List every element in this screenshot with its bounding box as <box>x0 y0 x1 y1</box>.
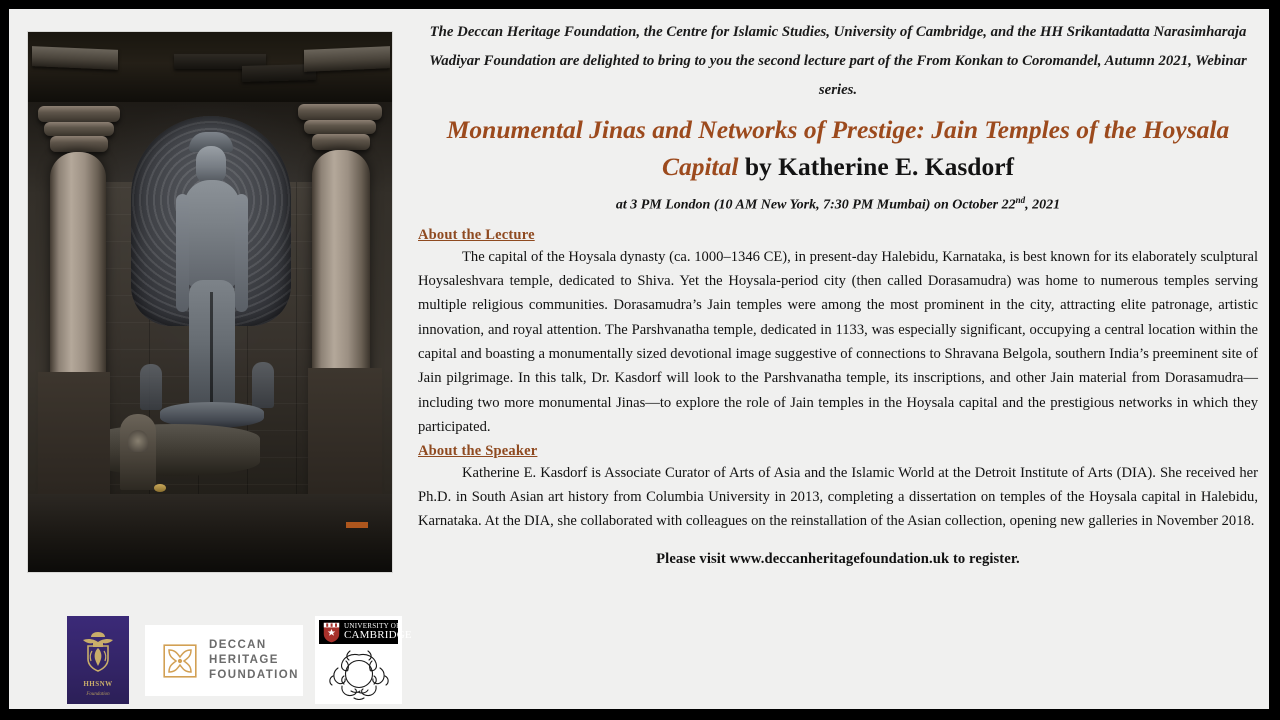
jina-arm-left <box>176 194 189 312</box>
jina-leg-division <box>210 292 213 402</box>
deccan-heritage-mark-icon <box>163 644 197 678</box>
temple-photograph <box>28 32 392 572</box>
islamic-studies-calligraphy-icon <box>324 648 394 700</box>
dhf-logo-line2: FOUNDATION <box>209 669 299 682</box>
left-column <box>28 32 412 697</box>
cambridge-banner <box>319 620 412 644</box>
cambridge-line2: CAMBRIDGE <box>344 629 412 641</box>
logo-university-of-cambridge <box>315 616 412 704</box>
date-ordinal-suffix: nd <box>1015 195 1026 205</box>
ceiling-beam <box>304 46 390 72</box>
cambridge-wordmark <box>344 623 412 641</box>
cambridge-line1: UNIVERSITY OF <box>344 622 401 630</box>
jina-sculpture <box>156 120 266 450</box>
about-speaker-heading: About the Speaker <box>418 442 538 459</box>
sponsor-logo-strip <box>47 615 419 707</box>
ceiling-beam <box>32 46 118 70</box>
dhf-logo-line1: DECCAN HERITAGE <box>209 638 279 666</box>
dhf-logo-text <box>209 638 303 684</box>
jina-arm-right <box>235 194 248 312</box>
datetime-suffix: , 2021 <box>1025 197 1061 213</box>
pillar-capital <box>44 122 114 136</box>
jina-head <box>196 146 226 184</box>
about-the-lecture-section <box>418 226 1258 440</box>
pillar-capital <box>298 104 382 120</box>
hhsnw-logo-sublabel: Foundation <box>86 692 110 697</box>
about-speaker-body: Katherine E. Kasdorf is Associate Curator of Arts of Asia and the Islamic World at the Detroit Institute of Arts (DIA). She received her Ph.D. in South Asian art history from Columbia University in 2013, completing a dissertation on temples of the Hoysala capital in Halebidu, Karnataka. At the DIA, she collaborated with colleagues on the reinstallation of the Asian collection, opening new galleries in November 2018. <box>418 464 1258 530</box>
datetime-prefix: at 3 PM London (10 AM New York, 7:30 PM Mumbai) on October 22 <box>615 197 1016 213</box>
jina-torso <box>184 180 240 290</box>
lecture-title-main: Monumental Jinas and Networks of Prestige: Jain Temples of the Hoysala Capital <box>446 114 1230 182</box>
sanctum-floor <box>28 494 392 572</box>
orange-marker <box>346 522 368 528</box>
poster-page <box>9 9 1269 709</box>
page-title <box>418 111 1258 186</box>
about-the-speaker-section <box>418 442 1258 534</box>
pillar-capital <box>50 136 108 152</box>
intro-paragraph: The Deccan Heritage Foundation, the Centre for Islamic Studies, University of Cambridge, and the HH Srikantadatta Narasimharaja Wadiyar Foundation are delighted to bring to you the second lecture part of the From Konkan to Coromandel, Autumn 2021, Webinar series. <box>429 24 1247 98</box>
oil-lamp-icon <box>154 484 166 492</box>
about-lecture-heading: About the Lecture <box>418 226 535 243</box>
pillar-capital <box>312 134 370 150</box>
sanctum-base-step <box>90 424 260 476</box>
registration-footer: Please visit www.deccanheritagefoundation.uk to register. <box>656 550 1020 567</box>
hhsnw-logo-label: HHSNW <box>83 680 113 688</box>
gandaberunda-crest-icon <box>79 629 117 673</box>
lecture-datetime <box>418 195 1258 214</box>
pillar-capital <box>304 120 376 134</box>
cambridge-shield-icon <box>323 622 340 643</box>
logo-deccan-heritage-foundation <box>145 625 303 696</box>
lecture-title-byline: by Katherine E. Kasdorf <box>738 152 1015 182</box>
pillar-capital <box>38 106 120 122</box>
right-column <box>418 18 1258 582</box>
about-lecture-body: The capital of the Hoysala dynasty (ca. 1000–1346 CE), in present-day Halebidu, Karnataka, is best known for its elaborately sculptural Hoysaleshvara temple, dedicated to Shiva. Yet the Hoysala-period city (then called Dorasamudra) was home to numerous temples serving multiple religious communities. Dorasamudra’s Jain temples were among the most prominent in the city, attracting elite patronage, artistic innovation, and royal attention. The Parshvanatha temple, dedicated in 1133, was especially significant, occupying a central location within the capital and boasting a monumentally sized devotional image suggestive of connections to Shravana Belgola, southern India’s preeminent site of Jain pilgrimage. In this talk, Dr. Kasdorf will look to the Parshvanatha temple, its inscriptions, and other Jain material from Dorasamudra—including two more monumental Jinas—to explore the role of Jain temples in the Hoysala capital and the prestigious networks in which they participated. <box>418 248 1258 436</box>
logo-hhsnw-foundation <box>67 616 129 704</box>
votive-stela <box>120 414 156 490</box>
